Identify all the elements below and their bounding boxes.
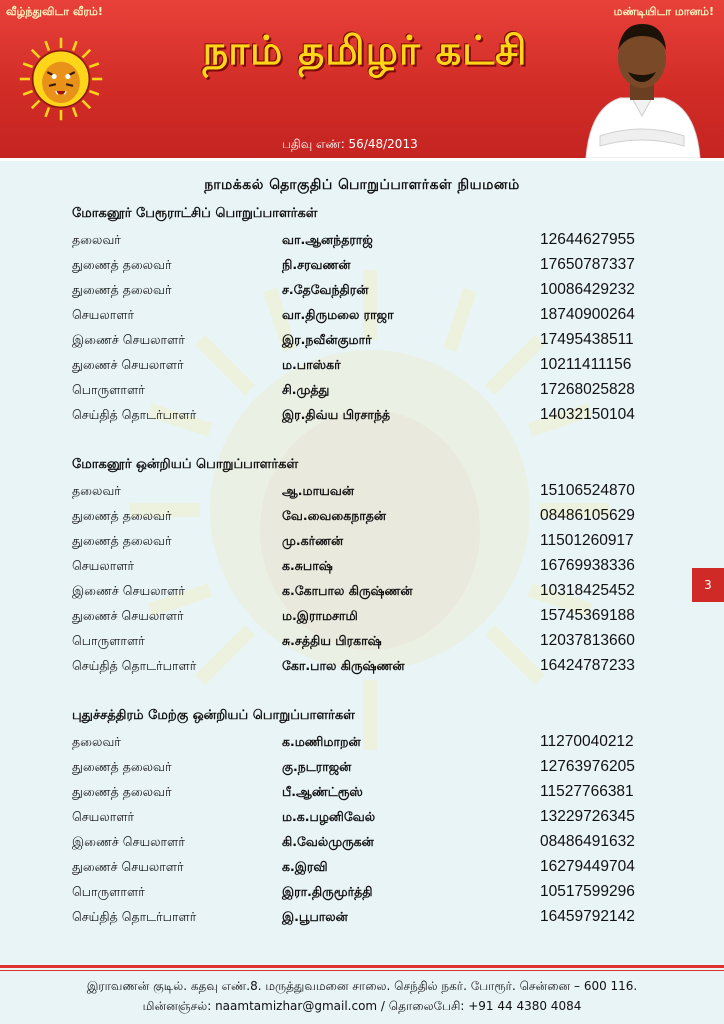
section-title: புதுச்சத்திரம் மேற்கு ஒன்றியப் பொறுப்பாளர்கள் (72, 708, 355, 723)
tiger-emblem-icon (18, 36, 104, 122)
page-number-tab: 3 (692, 568, 724, 602)
name-cell: ஆ.மாயவன் (282, 483, 354, 498)
name-cell: கு.நடராஜன் (282, 759, 352, 774)
table-row (72, 653, 672, 678)
name-cell: சு.சத்திய பிரகாஷ் (282, 633, 382, 648)
table-row (72, 804, 672, 829)
phone-cell: 15106524870 (540, 482, 635, 499)
role-cell: பொருளாளர் (72, 633, 145, 648)
role-cell: துணைத் தலைவர் (72, 784, 172, 799)
table-row (72, 729, 672, 754)
document-title: நாமக்கல் தொகுதிப் பொறுப்பாளர்கள் நியமனம் (204, 177, 520, 193)
phone-cell: 12037813660 (540, 632, 635, 649)
role-cell: செய்தித் தொடர்பாளர் (72, 909, 197, 924)
role-cell: துணைச் செயலாளர் (72, 859, 184, 874)
role-cell: துணைத் தலைவர் (72, 759, 172, 774)
table-row (72, 377, 672, 402)
role-cell: செயலாளர் (72, 809, 135, 824)
name-cell: இர.திவ்ய பிரசாந்த் (282, 407, 391, 422)
role-cell: செய்தித் தொடர்பாளர் (72, 407, 197, 422)
phone-cell: 11501260917 (540, 532, 634, 549)
table-row (72, 227, 672, 252)
phone-cell: 08486105629 (540, 507, 635, 524)
table-row (72, 302, 672, 327)
leader-photo (580, 16, 704, 158)
footer-divider (0, 965, 724, 968)
table-row (72, 603, 672, 628)
role-cell: தலைவர் (72, 232, 121, 247)
name-cell: ம.இராமசாமி (282, 608, 358, 623)
role-cell: துணைத் தலைவர் (72, 508, 172, 523)
role-cell: துணைத் தலைவர் (72, 282, 172, 297)
phone-cell: 10517599296 (540, 883, 635, 900)
role-cell: இணைச் செயலாளர் (72, 834, 185, 849)
table-row (72, 478, 672, 503)
name-cell: வா.ஆனந்தராஜ் (282, 232, 373, 247)
name-cell: ச.தேவேந்திரன் (282, 282, 369, 297)
footer-contact: மின்னஞ்சல்: naamtamizhar@gmail.com / தொலைபேசி: +91 44 4380 4084 (142, 999, 582, 1013)
party-name-title: நாம் தமிழர் கட்சி (202, 28, 528, 74)
name-cell: வே.வைகைநாதன் (282, 508, 387, 523)
table-row (72, 754, 672, 779)
name-cell: இ.பூபாலன் (282, 909, 348, 924)
phone-cell: 18740900264 (540, 306, 635, 323)
footer-divider-thin (0, 970, 724, 971)
name-cell: மு.கர்ணன் (282, 533, 344, 548)
phone-cell: 10318425452 (540, 582, 635, 599)
phone-cell: 08486491632 (540, 833, 635, 850)
table-row (72, 352, 672, 377)
role-cell: தலைவர் (72, 734, 121, 749)
role-cell: தலைவர் (72, 483, 121, 498)
name-cell: க.சுபாஷ் (282, 558, 333, 573)
phone-cell: 11270040212 (540, 733, 634, 750)
name-cell: க.இரவி (282, 859, 328, 874)
phone-cell: 16424787233 (540, 657, 635, 674)
phone-cell: 13229726345 (540, 808, 635, 825)
name-cell: பீ.ஆண்ட்ரூஸ் (282, 784, 363, 799)
table-row (72, 277, 672, 302)
table-row (72, 252, 672, 277)
name-cell: இரா.திருமூர்த்தி (282, 884, 373, 899)
header-divider (0, 158, 724, 161)
role-cell: செயலாளர் (72, 558, 135, 573)
role-cell: துணைச் செயலாளர் (72, 608, 184, 623)
phone-cell: 17495438511 (540, 331, 634, 348)
name-cell: க.மணிமாறன் (282, 734, 361, 749)
role-cell: இணைச் செயலாளர் (72, 332, 185, 347)
phone-cell: 12763976205 (540, 758, 635, 775)
role-cell: துணைச் செயலாளர் (72, 357, 184, 372)
role-cell: பொருளாளர் (72, 382, 145, 397)
footer (0, 976, 724, 1016)
section-mohanur-town (72, 201, 672, 427)
phone-cell: 17268025828 (540, 381, 635, 398)
role-cell: துணைத் தலைவர் (72, 257, 172, 272)
table-row (72, 854, 672, 879)
name-cell: கி.வேல்முருகன் (282, 834, 374, 849)
section-puduchatram-west (72, 703, 672, 929)
role-cell: செயலாளர் (72, 307, 135, 322)
table-row (72, 879, 672, 904)
phone-cell: 17650787337 (540, 256, 635, 273)
name-cell: சி.முத்து (282, 382, 330, 397)
name-cell: ம.க.பழனிவேல் (282, 809, 376, 824)
table-row (72, 904, 672, 929)
section-title: மோகனூர் ஒன்றியப் பொறுப்பாளர்கள் (72, 457, 299, 472)
table-row (72, 528, 672, 553)
footer-address: இராவணன் குடில். கதவு எண்.8. மருத்துவமனை சாலை. செந்தில் நகர். போரூர். சென்னை – 600 116. (86, 979, 638, 993)
phone-cell: 10086429232 (540, 281, 635, 298)
table-row (72, 829, 672, 854)
phone-cell: 15745369188 (540, 607, 635, 624)
name-cell: க.கோபால கிருஷ்ணன் (282, 583, 413, 598)
slogan-left: வீழ்ந்துவிடா வீரம்! (6, 5, 103, 18)
name-cell: வா.திருமலை ராஜா (282, 307, 394, 322)
phone-cell: 16459792142 (540, 908, 635, 925)
role-cell: செய்தித் தொடர்பாளர் (72, 658, 197, 673)
name-cell: நி.சரவணன் (282, 257, 351, 272)
name-cell: இர.நவீன்குமார் (282, 332, 372, 347)
registration-number: பதிவு எண்: 56/48/2013 (282, 137, 418, 151)
role-cell: துணைத் தலைவர் (72, 533, 172, 548)
section-title: மோகனூர் பேரூராட்சிப் பொறுப்பாளர்கள் (72, 206, 318, 221)
phone-cell: 16769938336 (540, 557, 635, 574)
phone-cell: 16279449704 (540, 858, 635, 875)
name-cell: ம.பாஸ்கர் (282, 357, 341, 372)
letterhead-header (0, 0, 724, 160)
phone-cell: 12644627955 (540, 231, 635, 248)
table-row (72, 553, 672, 578)
table-row (72, 402, 672, 427)
name-cell: கோ.பால கிருஷ்ணன் (282, 658, 405, 673)
role-cell: பொருளாளர் (72, 884, 145, 899)
slogan-right: மண்டியிடா மானம்! (613, 5, 714, 18)
table-row (72, 628, 672, 653)
section-mohanur-union (72, 452, 672, 678)
table-row (72, 503, 672, 528)
phone-cell: 10211411156 (540, 356, 632, 373)
phone-cell: 14032150104 (540, 406, 635, 423)
table-row (72, 327, 672, 352)
table-row (72, 578, 672, 603)
role-cell: இணைச் செயலாளர் (72, 583, 185, 598)
phone-cell: 11527766381 (540, 783, 634, 800)
table-row (72, 779, 672, 804)
